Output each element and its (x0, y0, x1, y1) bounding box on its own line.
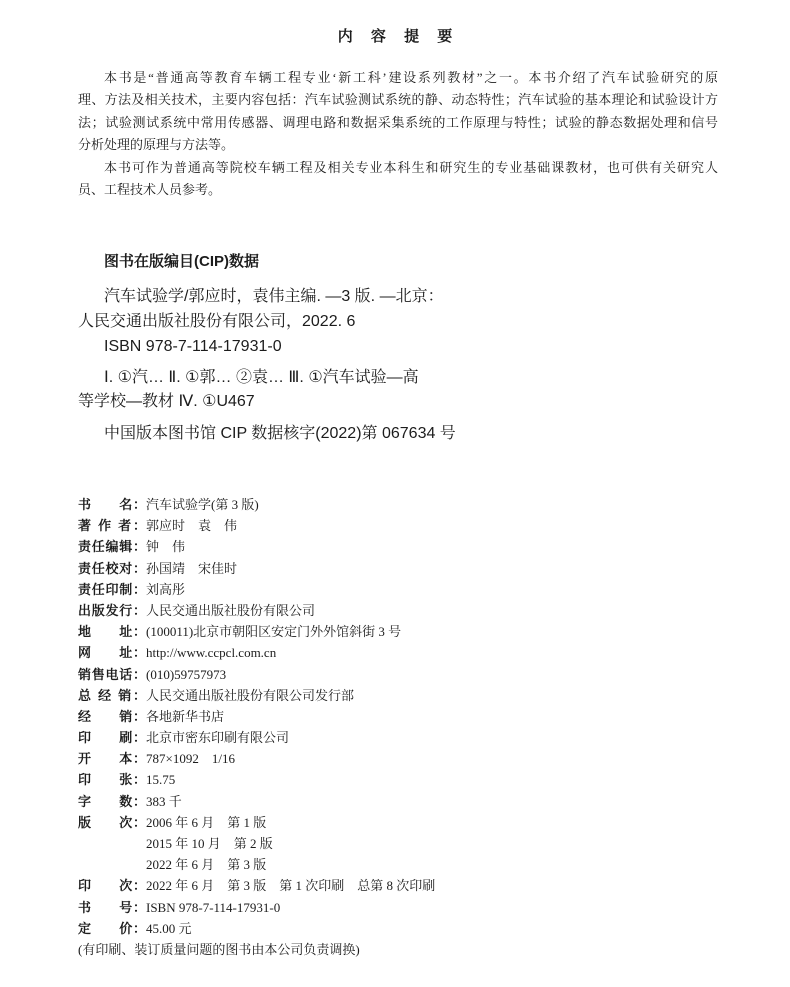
row-label: 开 本： (78, 751, 146, 767)
row-label: 印 刷： (78, 730, 146, 746)
row-value: 郭应时 袁 伟 (146, 518, 238, 534)
summary-line: 本书是“普通高等教育车辆工程专业‘新工科’建设系列教材”之一。本书介绍了汽车试验研究的原 (104, 70, 718, 85)
colophon-row-website (78, 642, 718, 663)
row-value: http://www.ccpcl.com.cn (146, 645, 277, 661)
row-value: 787×1092 1/16 (146, 751, 235, 767)
row-label: 书 号： (78, 899, 146, 915)
colophon-row-sales-phone (78, 664, 718, 685)
summary-line: 本书可作为普通高等院校车辆工程及相关专业本科生和研究生的专业基础课教材，也可供有关研究人 (104, 159, 718, 175)
row-label: 字 数： (78, 793, 146, 809)
row-label: 版 次： (78, 814, 146, 830)
summary-line: 法；试验测试系统中常用传感器、调理电路和数据采集系统的工作原理与特性；试验的静态数据处理和信号 (78, 114, 718, 130)
row-label: 地 址： (78, 624, 146, 640)
row-value: 北京市密东印刷有限公司 (146, 730, 290, 746)
colophon-row-address (78, 621, 718, 642)
row-label: 印 张： (78, 772, 146, 788)
colophon-row-price (78, 918, 718, 939)
cip-line: 等学校—教材 Ⅳ. ①U467 (78, 393, 255, 410)
summary-line: 理、方法及相关技术，主要内容包括：汽车试验测试系统的静、动态特性；汽车试验的基本理论和试验设计方 (78, 92, 718, 108)
colophon-row-isbn (78, 897, 718, 918)
colophon-row-print-supervisor (78, 579, 718, 600)
row-value: 383 千 (146, 793, 182, 809)
row-value: 45.00 元 (146, 920, 192, 936)
colophon-row-proofreader (78, 558, 718, 579)
cip-heading: 图书在版编目(CIP)数据 (104, 253, 259, 270)
row-label: 经 销： (78, 708, 146, 724)
row-label: 书 名： (78, 497, 146, 512)
colophon-row-edition (78, 812, 718, 833)
row-value: 2006 年 6 月 第 1 版 (146, 814, 267, 830)
colophon-row-sheets (78, 769, 718, 790)
colophon-row-publisher (78, 600, 718, 621)
row-value: (010)59757973 (146, 666, 227, 682)
colophon-row-edition-continued (78, 833, 718, 854)
colophon-row-editor (78, 536, 718, 557)
row-label: 责任印制： (78, 581, 146, 597)
colophon-row-printing (78, 875, 718, 896)
row-value: 人民交通出版社股份有限公司发行部 (146, 687, 355, 703)
cip-line: 人民交通出版社股份有限公司，2022. 6 (78, 313, 356, 330)
summary-body (78, 67, 718, 201)
cip-isbn: ISBN 978-7-114-17931-0 (104, 338, 282, 355)
row-value: 钟 伟 (146, 539, 186, 555)
cip-line: 汽车试验学/郭应时，袁伟主编. —3 版. —北京： (104, 288, 444, 305)
summary-line: 员、工程技术人员参考。 (78, 181, 222, 197)
cip-line: Ⅰ. ①汽… Ⅱ. ①郭… ②袁… Ⅲ. ①汽车试验—高 (104, 369, 419, 386)
quality-note: (有印刷、装订质量问题的图书由本公司负责调换) (78, 941, 360, 957)
row-label: 责任编辑： (78, 539, 146, 555)
colophon-row-edition-continued (78, 854, 718, 875)
row-label: 网 址： (78, 645, 146, 661)
row-value: 孙国靖 宋佳时 (146, 560, 238, 576)
row-label: 定 价： (78, 920, 146, 936)
colophon-row-title (78, 494, 718, 515)
row-value: 2022 年 6 月 第 3 版 (146, 857, 267, 873)
row-value: (100011)北京市朝阳区安定门外外馆斜街 3 号 (146, 624, 402, 640)
row-value: 2022 年 6 月 第 3 版 第 1 次印刷 总第 8 次印刷 (146, 878, 436, 894)
row-value: 各地新华书店 (146, 708, 225, 724)
row-label: 著 作 者： (78, 518, 146, 534)
row-value: ISBN 978-7-114-17931-0 (146, 899, 281, 915)
row-label: 销售电话： (78, 666, 146, 682)
colophon-row-retailer (78, 706, 718, 727)
colophon (78, 494, 718, 960)
row-label: 总 经 销： (78, 687, 146, 703)
row-value: 人民交通出版社股份有限公司 (146, 602, 316, 618)
summary-line: 分析处理的原理与方法等。 (78, 137, 235, 153)
row-value: 汽车试验学(第 3 版) (146, 497, 259, 512)
colophon-row-author (78, 515, 718, 536)
colophon-row-word-count (78, 791, 718, 812)
colophon-row-distributor (78, 685, 718, 706)
row-value: 15.75 (146, 772, 176, 788)
row-value: 2015 年 10 月 第 2 版 (146, 836, 273, 851)
colophon-row-printer (78, 727, 718, 748)
cip-record-number: 中国版本图书馆 CIP 数据核字(2022)第 067634 号 (104, 425, 456, 442)
row-label: 出版发行： (78, 602, 146, 618)
row-label: 责任校对： (78, 560, 146, 576)
row-label: 印 次： (78, 878, 146, 894)
colophon-row-format (78, 748, 718, 769)
row-value: 刘高彤 (146, 581, 186, 597)
summary-title: 内 容 提 要 (337, 28, 460, 45)
